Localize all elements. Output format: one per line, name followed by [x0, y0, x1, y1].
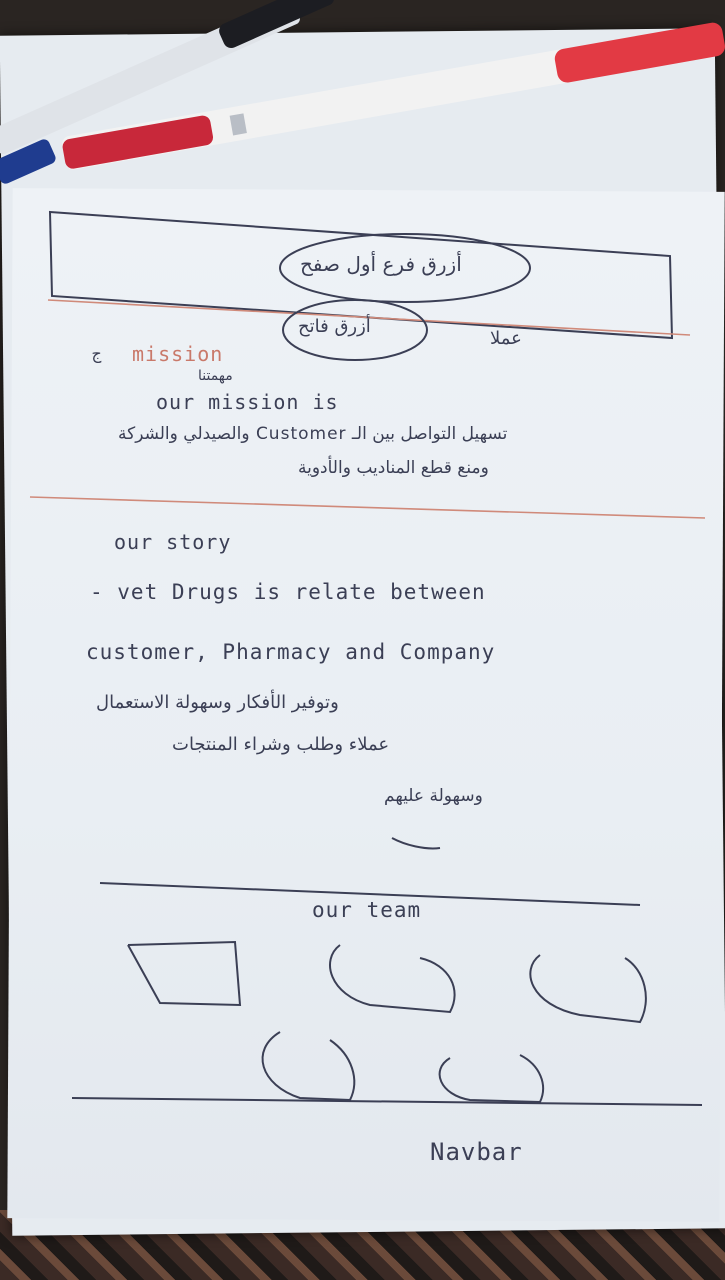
header-button-1-label: أزرق فرع أول صفح — [300, 252, 462, 276]
header-label: عملا — [490, 328, 522, 349]
mission-title: mission — [132, 342, 224, 366]
story-title: our story — [114, 530, 232, 554]
team-card-5 — [440, 1055, 543, 1102]
mission-line-1: تسهيل التواصل بين الـ Customer والصيدلي والشركة — [118, 424, 508, 444]
mission-title-arabic: مهمتنا — [198, 368, 233, 384]
story-line-3: وتوفير الأفكار وسهولة الاستعمال — [96, 692, 339, 713]
header-button-2-label: أزرق فاتح — [298, 316, 371, 337]
story-line-5: وسهولة عليهم — [384, 786, 483, 806]
team-card-4 — [263, 1032, 355, 1100]
mission-line-2: ومنع قطع المناديب والأدوية — [298, 458, 489, 478]
section-divider-red — [30, 497, 705, 518]
team-card-3 — [530, 955, 646, 1022]
mission-prefix: ج — [92, 344, 102, 363]
story-line-4: عملاء وطلب وشراء المنتجات — [172, 734, 390, 755]
team-card-2 — [330, 945, 455, 1012]
team-title: our team — [312, 898, 422, 922]
scribble-mark — [392, 838, 440, 848]
footer-divider — [72, 1098, 702, 1105]
team-card-1 — [128, 942, 240, 1005]
story-line-2: customer, Pharmacy and Company — [86, 640, 496, 664]
footer-navbar-label: Navbar — [430, 1138, 523, 1166]
story-line-1: - vet Drugs is relate between — [90, 580, 486, 604]
mission-heading: our mission is — [156, 390, 339, 414]
